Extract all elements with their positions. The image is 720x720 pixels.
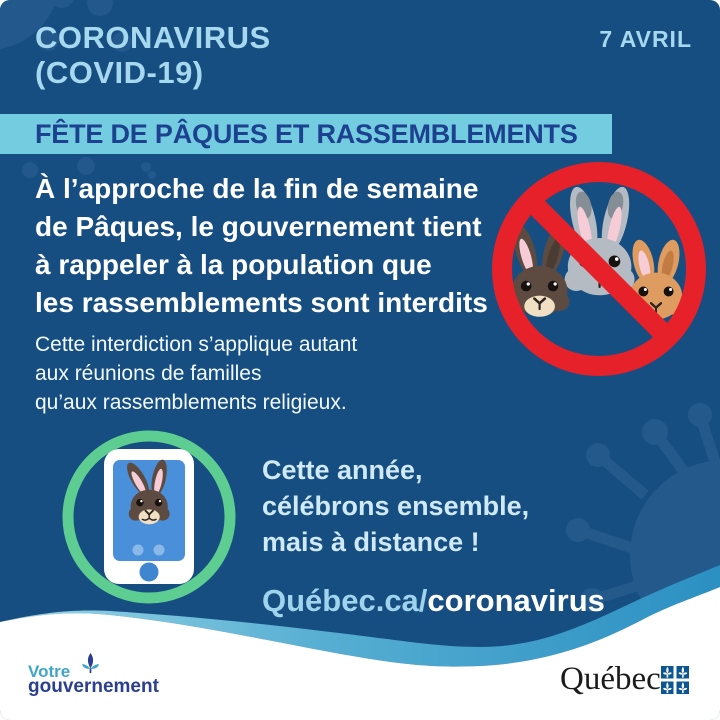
- cta-line: célébrons ensemble,: [262, 491, 530, 521]
- title-line1: CORONAVIRUS: [35, 20, 271, 55]
- no-gatherings-rabbits-icon: [490, 160, 708, 378]
- subparagraph-line: aux réunions de familles: [35, 362, 262, 385]
- url-prefix: Québec.ca/: [262, 583, 428, 618]
- banner-text: FÊTE DE PÂQUES ET RASSEMBLEMENTS: [35, 118, 578, 149]
- fleur-de-lis-icon: [81, 652, 100, 675]
- cta-text: [262, 452, 529, 560]
- paragraph-line: À l’approche de la fin de semaine: [35, 173, 479, 204]
- page-title: [35, 20, 271, 90]
- paragraph-line: de Pâques, le gouvernement tient: [35, 211, 482, 242]
- date-label: 7 AVRIL: [599, 26, 692, 52]
- quebec-flag-icon: [661, 666, 689, 694]
- subparagraph-line: qu’aux rassemblements religieux.: [35, 391, 347, 414]
- paragraph-line: à rappeler à la population que: [35, 249, 432, 280]
- votre-gouvernement-logo-line1: Votre: [28, 662, 71, 681]
- banner: [0, 114, 612, 154]
- cta-line: Cette année,: [262, 455, 423, 485]
- sub-paragraph: [35, 330, 357, 417]
- url-suffix: coronavirus: [427, 583, 605, 618]
- paragraph-line: les rassemblements sont interdits: [35, 287, 488, 318]
- main-paragraph: [35, 170, 488, 322]
- subparagraph-line: Cette interdiction s’applique autant: [35, 333, 358, 356]
- votre-gouvernement-logo-line2: gouvernement: [28, 676, 159, 697]
- quebec-wordmark: Québec: [560, 661, 661, 697]
- title-line2: (COVID-19): [35, 55, 204, 90]
- cta-line: mais à distance !: [262, 527, 480, 557]
